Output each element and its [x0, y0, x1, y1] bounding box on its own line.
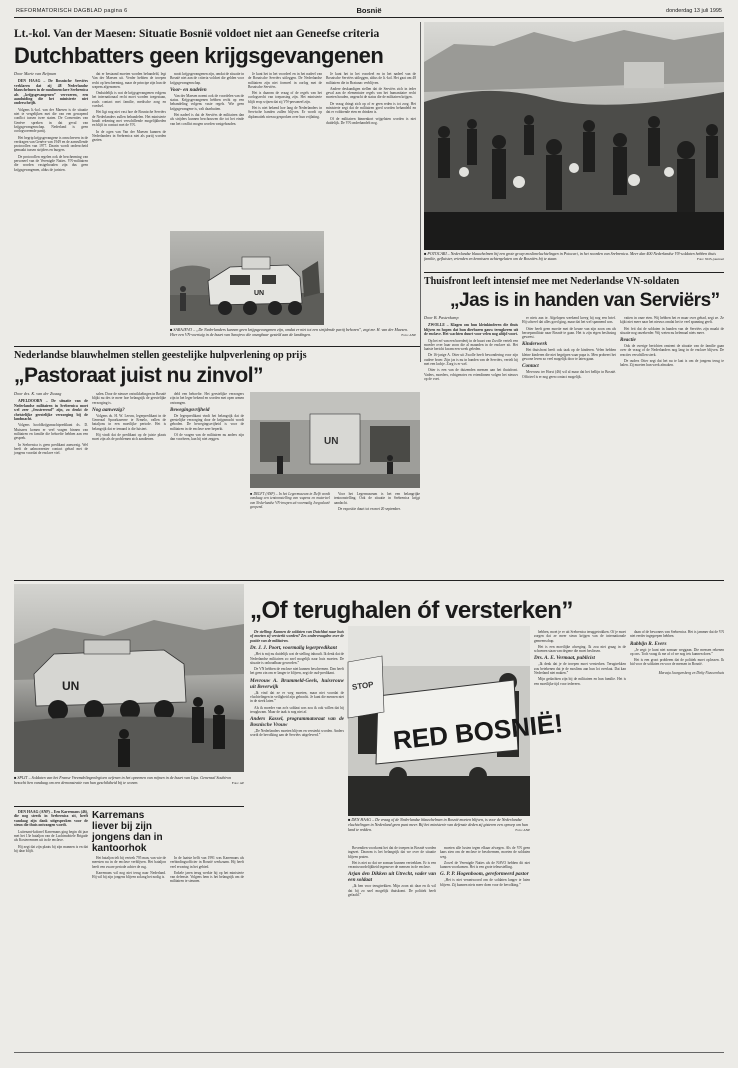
article-lead: APELDOORN – De situatie van de Nederlandse militairen in Srebrenica moet wel zeer „frustrerend” zijn, zo denkt de christelijke geestelijke verzorging bij de landmacht.: [14, 399, 88, 421]
article-body-col4: [248, 72, 322, 230]
photo-credit: Foto: ANP: [515, 827, 530, 832]
paragraph: De legerpredikant vindt het belangrijk dat de geestelijke verzorging door de krijgsmacht wordt geboden. De bewegingsvrijheid is voor de militairen in de enclave zeer beperkt.: [170, 413, 244, 431]
byline: Door B. Pasterkamp: [424, 315, 459, 320]
bottom-rule: [14, 1052, 724, 1053]
caption-marker: ■: [250, 492, 254, 496]
article-headline: „Pastoraat juist nu zinvol”: [14, 364, 264, 387]
article-body-col1: [14, 392, 88, 576]
paragraph: er niets aan te. Afgelopen weekend kreeg hij nog een brief. Hij schreef dat alles goed ging, maar dat het wel spannend was.: [522, 316, 616, 325]
paragraph: Volgens hoofdkrijgsmachtpredikant ds. D. Mutsaers komen er veel vragen binnen van militairen en familie die behoefte hebben aan een gesprek.: [14, 423, 88, 441]
paragraph: De ouders Otter zegt dat het nu te laat is om de jongens terug te halen. Zij moeten hun werk afmaken.: [620, 359, 724, 368]
byline: Door drs. K. van der Zwaag: [14, 391, 62, 396]
article4-col2: [348, 846, 436, 1050]
paragraph: De protocollen regelen ook de bescherming van personeel van de Verenigde Naties. VN-militairen die worden vastgehouden zijn dus geen krijgsgevangenen, aldus de juristen.: [14, 154, 88, 172]
paragraph: De VN hebben de enclave niet kunnen beschermen. Dan heeft het geen zin om er langer te blijven, zegt de oud-predikant.: [250, 667, 344, 676]
masthead-publication: REFORMATORISCH DAGBLAD pagina 6: [16, 8, 128, 14]
paragraph: Je kunt het in het voordeel en in het nadeel van de Bosnische Serviërs uitleggen. De Nederlandse militairen zijn niet formeel in oorlog met de Bosnische Serviërs.: [248, 72, 322, 89]
photo-credit: Foto: NOS-journaal: [696, 256, 724, 261]
paragraph: Ook de overige berichten omtrent de situatie van de familie gaan over de vraag of de Nederlanders nog lang in de enclave blijven. De reacties verschillen sterk.: [620, 344, 724, 357]
paragraph: Het nadeel is dat de Serviërs de militairen dan als strijders kunnen beschouwen die tot het einde van het conflict mogen worden vastgehouden.: [170, 113, 244, 126]
paragraph: Bovendien voorkomt het dat de troepen in Bosnië worden ingezet. Daarom is het belangrijk dat we over de situatie blijven praten.: [348, 846, 436, 859]
paragraph: Of de vragen van de militairen nu anders zijn dan voorheen, kan hij niet zeggen.: [170, 433, 244, 442]
paragraph: De vraag dringt zich op of er geen reden is tot zorg. Het ministerie zegt dat de militairen goed worden behandeld en dat er voldoende eten en drinken is.: [326, 101, 416, 115]
paragraph: Voor het Legermuseum is het een belangrijke tentoonstelling. Ook de situatie in Srebrenica krijgt aandacht.: [334, 492, 420, 505]
photo-credit: Foto: AP: [231, 780, 244, 785]
paragraph: Volgens lt.-kol. van der Maesen is de situatie niet te vergelijken met die van een gewapend conflict tussen twee staten. De Conventies van Genève spreken in dat geval van krijgsgevangenschap. Nederland is geen oorlogvoerende partij.: [14, 107, 88, 134]
svg-text:UN: UN: [62, 679, 80, 693]
section-rule: [424, 272, 724, 273]
paragraph: moeten alle lusten tegen elkaar afwegen. Als de VN geen kans zien om de enclave te beschermen, moeten de soldaten weg.: [440, 846, 530, 859]
paragraph: Het thuisfront heeft ook taak op de kinderen. Velen hebben kleine kinderen die niet begrijpen waar papa is. Men probeert het gewone leven zo veel mogelijk door te laten gaan.: [522, 348, 616, 362]
article-body-col2: [522, 316, 616, 564]
article-lead: DEN HAAG – De Bosnische Serviërs verklaren dat zij 48 Nederlandse blauwhelmen in de moslimenclave Srebrenica als „krijgsgevangenen” vervoeren, een aanduiding die het ministerie niet onderschrijft.: [14, 79, 88, 106]
subhead: Reactie: [620, 337, 636, 344]
caption-text: SARAJEVO – „De Nederlanders kunnen geen krijgsgevangenen zijn, omdat er niet tot een strijdende partij behoren”, zegt mr. H. van der Maesen. Hier een VN-voertuig in de buurt van Sarajevo die onzegbaar gesteld aan de landingen.: [170, 327, 408, 337]
byline: Door Marie van Beijnum: [14, 71, 57, 76]
paragraph: Het is een groot probleem dat de politiek moet oplossen. Ik bid voor de soldaten en voor de mensen in Bosnië.: [630, 658, 724, 667]
subhead: Kinderwerk: [522, 341, 548, 348]
paragraph: Onduidelijk is wat de krijgsgevangenen volgens het internationaal recht moet worden toegestaan, zoals contact met familie, medische zorg en voedsel.: [92, 91, 166, 109]
paragraph: „Het is niet verantwoord om de soldaten langer te laten blijven. Zij kunnen niets meer doen voor de bevolking.”: [440, 878, 530, 887]
paragraph: Van der Maesen noemt ook de voordelen van de status. Krijgsgevangenen hebben recht op een behandeling volgens vaste regels. Wie geen krijgsgevangene is, valt daarbuiten.: [170, 93, 244, 111]
article5-col2: [92, 856, 166, 1050]
paragraph: „Je zegt: je kunt niet zomaar weggaan. Die mensen rekenen op ons. Toch vraag ik me af of we nog iets kunnen doen.”: [630, 647, 724, 656]
caption-text: SPLIT – Soldaten van het Franse Vreemdelingenlegioen oefenen in het opnemen van mijnen in de buurt van Lipa. Generaal Soubiron bezocht hen vandaag om een demonstratie van hun geschiktheid bij te wonen.: [14, 775, 231, 785]
article-lead: DEN HAAG (ANP) – Een Karremans (46), die nog steeds in Srebrenica zit, heeft vandaag zijn dank uitgesproken voor de steun die thuis ontvangen wordt.: [14, 810, 88, 828]
caption-marker: ■: [424, 251, 428, 256]
paragraph: Luitenant-kolonel Karremans ging begin dit jaar met het 13e bataljon van de Luchtmobiele Brigade als Kosterrennen uit in de enclave.: [14, 829, 88, 843]
paragraph: nooit krijgsgevangenen zijn, omdat de situatie in Bosnië niet aan de criteria voldoet die gelden voor krijgsgevangenschap.: [170, 72, 244, 85]
article-headline: Karremans liever bij zijn jongens dan in kantoorhok: [92, 810, 163, 854]
article-body-col3: [620, 316, 724, 564]
paragraph: daan of de bewoners van Srebrenica. Het is jammer dat de VN niet eerder ingegrepen hebben.: [630, 630, 724, 639]
article-kicker: Lt.-kol. Van der Maesen: Situatie Bosnië voldoet niet aan Geneefse criteria: [14, 28, 380, 40]
caption-marker: ■: [14, 775, 18, 780]
protest-banner-text: RED BOSNIË!: [391, 707, 565, 756]
article5-col1: [14, 810, 88, 1050]
paragraph: Het is niet bekend hoe lang de Nederlanders in Servische handen zullen blijven. Er wordt op diplomatiek niveau gesproken over hun vrijlating.: [248, 106, 322, 119]
author-credit: Marusja Jaargensberg en Dirky Nieuwenhuis: [658, 670, 724, 675]
paragraph: Andere deskundigen stellen dat de Serviërs zich in ieder geval aan de elementaire regels van het humanitaire recht moeten houden, ongeacht de status die de militairen krijgen.: [326, 86, 416, 100]
section-rule: [14, 806, 244, 807]
paragraph: Het is daarom de vraag of de regels van het oorlogsrecht van toepassing zijn. Het ministerie blijft erop wijzen dat zij VN-personeel zijn.: [248, 91, 322, 104]
masthead: [14, 4, 724, 18]
paragraph: „Het is mij nu duidelijk wat de stelling inhoudt. Ik denk dat de Nederlandse militairen zo snel mogelijk naar huis moeten. De situatie is onhoudbaar geworden.”: [250, 652, 344, 665]
column-rule: [420, 22, 421, 362]
article-kicker: Nederlandse blauwhelmen stellen geestelijke hulpverlening op prijs: [14, 350, 307, 361]
article-headline: „Of terughalen óf versterken”: [250, 597, 573, 624]
paragraph: Het begrip krijgsgevangene is omschreven in de verdragen van Genève van 1949 en de aanvullende protocollen van 1977. Daarin wordt onderscheid gemaakt tussen strijders en burgers.: [14, 135, 88, 153]
subhead: Voor- en nadelen: [170, 86, 207, 93]
subhead: Nog aanwezig?: [92, 406, 125, 413]
speaker-name: G. P. P. Hogenboom, gereformeerd pastor: [440, 871, 529, 878]
article5-col3: [170, 856, 244, 1050]
paragraph: Zowel de Verenigde Naties als de NAVO hebben dit niet kunnen voorkomen. Het is een grote teleurstelling.: [440, 860, 530, 870]
article-body-col5: [326, 72, 416, 332]
delft-image: [250, 392, 420, 488]
paragraph: De 16-jarige A. Otter uit Zwolle heeft bewondering voor zijn oudere broer. Zijn jas is nu in handen van de Serviërs, vertelt hij met een lachje. Zorg is er wel.: [424, 353, 518, 366]
photo-split: [14, 584, 244, 772]
paragraph: In de ogen van Van der Maesen kunnen de Nederlanders in Srebrenica niet als partij worden gezien.: [92, 129, 166, 143]
article4-col3: [440, 846, 530, 1050]
paragraph: Het ligt nog niet vast hoe de Bosnische Serviërs de Nederlanders zullen behandelen. Het ministerie houdt rekening met verschillende mogelijkheden en blijft in contact met de VN.: [92, 110, 166, 128]
article-body-col3: [170, 392, 244, 576]
paragraph: „Ik denk dat je de troepen moet versterken. Terugtrekken zou betekenen dat je de moslims aan hun lot overlaat. Dat kan Nederland niet maken.”: [534, 662, 626, 676]
potocari-image: [424, 22, 724, 250]
paragraph: Mevrouw ter Horst (46) wil al maar dat het bellijn in Bosnië. Officieel is er nog geen contact mogelijk.: [522, 370, 616, 379]
paragraph: Je kunt het in het voordeel en in het nadeel van de Bosnische Serviërs uitleggen, aldus de lt.-kol. Het gaat om 48 militairen die in Bratunac verblijven.: [326, 72, 416, 85]
photo-caption: [14, 776, 244, 786]
speaker-name: Rabbijn R. Evers: [630, 640, 667, 647]
paragraph: Of de militairen binnenkort vrijgelaten worden is niet duidelijk. De VN onderhandelt nog.: [326, 116, 416, 125]
paragraph: Enkele jaren terug werkte hij op het ministerie van defensie. Volgens hem is het belangrijk om de militairen te steunen.: [170, 870, 244, 884]
article-intro: De stelling: Kunnen de soldaten van Dutchbat naar huis of moeten zij versterkt worden? Zes ondervraagden over de positie van de militairen.: [250, 630, 344, 643]
photo-caption: [348, 818, 530, 832]
photo-caption: [424, 252, 724, 262]
apc-image: [170, 231, 324, 325]
speaker-name: Dr. J. J. Poort, voormalig legerpredikant: [250, 645, 337, 652]
paragraph: Mijn gedachten zijn bij de militairen en hun familie. Het is een moeilijke tijd voor iedereen.: [534, 677, 626, 686]
photo-caption: [170, 328, 416, 338]
article-body-col1: [424, 316, 518, 564]
speaker-name: Arjan den Dikken uit Utrecht, vader van een soldaat: [348, 871, 436, 884]
paragraph: In de laatste helft van 1991 was Karremans als verbindingsofficier in Bosnië werkzaam. Hij heeft veel ervaring in het gebied.: [170, 856, 244, 869]
article-headline: Dutchbatters geen krijgsgevangenen: [14, 43, 384, 68]
article-kicker: Thuisfront leeft intensief mee met Nederlandse VN-soldaten: [424, 276, 680, 287]
photo-delft: [250, 392, 420, 488]
paragraph: Het feit dat de soldaten in handen van de Serviërs zijn maakt de situatie nog onzekerder. Wij weten nu helemaal niets meer.: [620, 326, 724, 335]
speaker-name: Drs. A. E. Vermaat, publicist: [534, 655, 595, 662]
paragraph: Hij zegt dat zijn plaats bij zijn mannen is en dat hij daar blijft.: [14, 844, 88, 853]
paragraph: Als ik moeder van zo'n soldaat was zou ik ook willen dat hij terugkwam. Maar de taak is nog niet af.: [250, 705, 344, 714]
paragraph: Karremans wil nog niet terug naar Nederland. Hij wil bij zijn jongens blijven zolang het nodig is.: [92, 870, 166, 880]
paragraph: Otter heeft geen moeite met de keuze van zijn zoon om als beroepsmilitair naar Bosnië te gaan. Het is zijn eigen beslissing geweest.: [522, 326, 616, 340]
section-rule: [14, 580, 724, 581]
svg-text:UN: UN: [324, 436, 339, 447]
paragraph: Op het erf van een boerderij in de buurt van Zwolle vertelt een moeder over haar zoon die al maanden in de enclave zit. Het laatste bericht kwam een week geleden.: [424, 338, 519, 352]
photo-potocari: [424, 22, 724, 250]
article-body-col4: [334, 492, 420, 576]
article4-col5: [630, 630, 724, 1050]
article-body-col3: [170, 72, 244, 230]
caption-marker: ■: [170, 327, 174, 332]
paragraph: Het bataljon telt bij vertrek 795 man, van wie de meesten nu in de enclave verblijven. Het bataljon heeft een zware periode achter de rug.: [92, 856, 166, 869]
paragraph: deld een behoefte. Het geestelijke verzorgers zijn in het leger bekend en worden met open armen ontvangen.: [170, 392, 244, 405]
paragraph: Het is een moeilijke afweging. Ik zou niet graag in de schoenen staan van degene die moet beslissen.: [534, 644, 626, 654]
article-body-col2: [92, 72, 166, 322]
paragraph: Otter is een van de duizenden mensen aan het thuisfront. Vaders, moeders, echtgenotes en vriendinnen volgen het nieuws op de voet.: [424, 368, 518, 381]
article-body-col2: [92, 392, 166, 576]
subhead: Bewegingsvrijheid: [170, 406, 210, 413]
speaker-name: Mevrouw A. Brummeld-Geels, huisvrouw uit Beverwijk: [250, 677, 344, 690]
paragraph: vatten in onze eten. Wij hebben het er maar over gehad, zegt ze. Ze kijkt niet meer naar het nieuws omdat het te veel spanning geeft.: [620, 316, 724, 325]
article4-col1: [250, 630, 344, 1050]
speaker-name: Anders Kassel, programmatoraat van de Bosnische Vrouw: [250, 716, 344, 729]
delft-caption: [250, 492, 330, 576]
article4-col4: [534, 630, 626, 1050]
paragraph: dat er bestaand moeten worden behandeld, legt Van der Maesen uit. Verder hebben de troepen recht op bescherming, maar de principe zijn hun de wapens afgenomen.: [92, 72, 166, 89]
caption-marker: ■: [348, 817, 352, 822]
article-body-col1: [14, 72, 88, 322]
paragraph: In Srebrenica is geen predikant aanwezig. Wel heeft de aalmoezenier contact gehad met de jongens voordat de enclave viel.: [14, 442, 88, 456]
caption-text: POTOCARI – Nederlandse blauwhelmen bij een grote groep moslimvluchtelingen in Potocari, in het noorden van Srebrenica. Meer dan 400 Nederlandse VN-soldaten hebben thuis familie, gefluister, vrienden en kennissen achtergelaten om de Bosniërs bij te staan.: [424, 251, 716, 261]
masthead-date: donderdag 13 juli 1995: [666, 8, 722, 14]
paragraph: Volgens ds. H. W. Leeuw, legerpredikant in de Generaal Spoorkazerne te Ermelo, vallen de bataljons in een moeilijke periode. Het is belangrijk dat er iemand is die luistert.: [92, 413, 166, 431]
paragraph: „Ik vind dat ze er weg moeten, maar niet voordat de vluchtelingen in veiligheid zijn gebracht. Je kunt die mensen niet in de steek laten.”: [250, 690, 344, 704]
paragraph: Het is niet zo dat we zomaar kunnen vertrekken. Er is een verantwoordelijkheid tegenover de mensen in de enclave.: [348, 860, 436, 870]
section-rule: [14, 346, 420, 347]
paragraph: De expositie duurt tot en met 20 september.: [338, 506, 401, 511]
masthead-section: Bosnië: [356, 6, 382, 15]
svg-text:STOP: STOP: [351, 679, 375, 692]
paragraph: Hij vindt dat de predikant op de juiste plaats moet zijn als de problemen zich aandienen.: [92, 433, 166, 442]
paragraph: „De Nederlanders moeten blijven en versterkt worden. Anders wordt de bevolking aan de Serviërs uitgeleverd.”: [250, 729, 344, 738]
photo-credit: Foto: ANP: [401, 332, 416, 337]
caption-text: DELFT (ANP) – In het Legermuseum in Delft wordt vandaag een tentoonstelling van wapens en materieel van Nederlandse VN-troepen uit voormalig Joegoslavië geopend.: [250, 492, 331, 509]
article-lead: ZWOLLE – Klagen om hun kleinkinderen die thuis blijven en hopen dat hun dierbaren gauw terugkeren uit de enclave. Het wachten duurt voor velen nog altijd voort.: [424, 323, 518, 337]
svg-text:UN: UN: [254, 290, 265, 297]
photo-apc-sarajevo: [170, 231, 324, 325]
article-headline: „Jas is in handen van Serviërs”: [450, 290, 720, 311]
subhead: Contact: [522, 363, 539, 370]
paragraph: hebben, moet je er uit Srebrenica teruggetrokken. Of je moet zorgen dat ze meer steun krijgen van de internationale gemeenschap.: [534, 630, 626, 643]
caption-text: DEN HAAG – De vraag of de Nederlandse blauwhelmen in Bosnië moeten blijven, is voor de Nederlandse vluchtelingen in Nederland geen punt meer. Bij het ministerie van defensie deden zij gisteren een oproep om hun land te redden.: [348, 817, 528, 832]
split-image: [14, 584, 244, 772]
paragraph: salen. Door de nieuwe ontwikkelingen in Bosnië blijkt nu des te meer hoe belangrijk de geestelijke verzorging is.: [92, 392, 166, 405]
paragraph: „Ik ben voor terugtrekken. Mijn zoon zit daar en ik wil dat hij zo snel mogelijk thuiskomt. De politiek heeft gefaald.”: [348, 884, 436, 898]
